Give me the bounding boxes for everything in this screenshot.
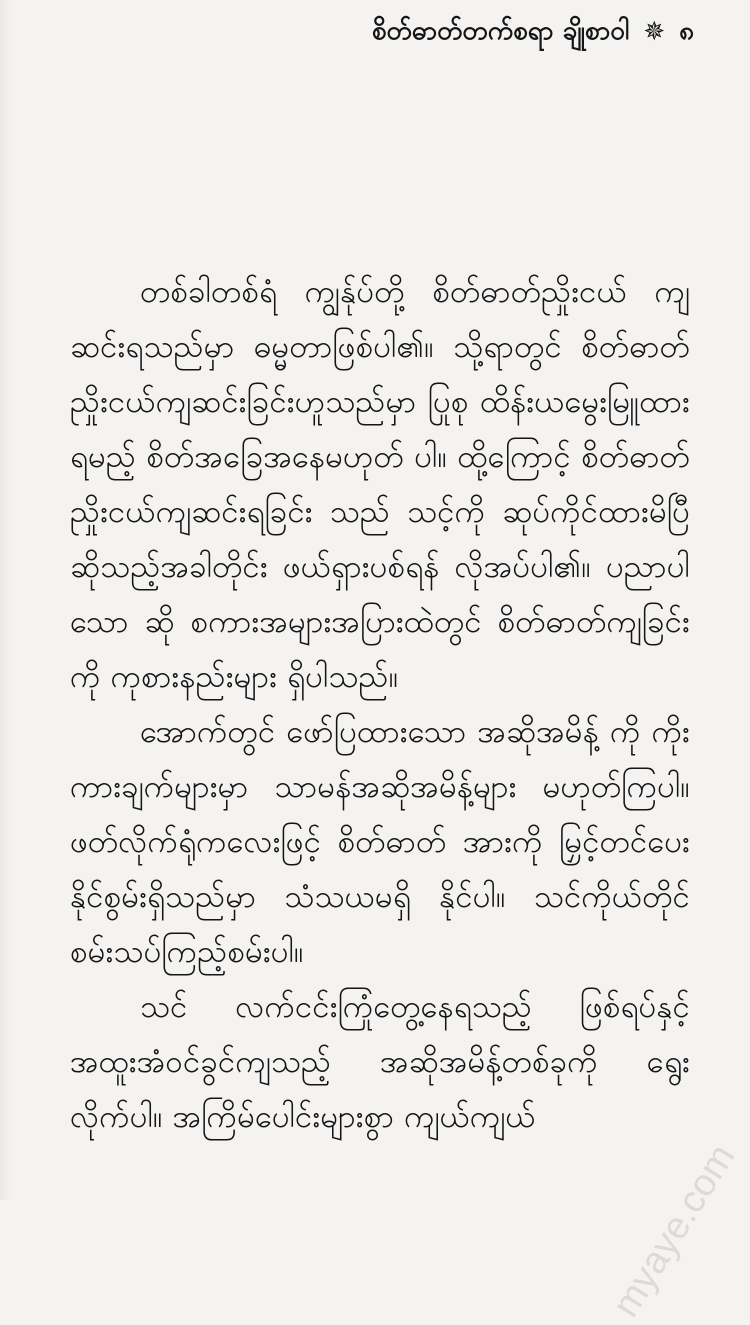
site-watermark: myaye.com [604,1137,744,1325]
paragraph-3: သင် လက်ငင်းကြုံတွေ့နေရသည့် ဖြစ်ရပ်နှင့် အထူးအံဝင်ခွင်ကျသည့် အဆိုအမိန့်တစ်ခုကို ရွေး လိုက်ပါ။ အကြိမ်ပေါင်းများစွာ ကျယ်ကျယ် [70,989,690,1135]
page-number: ၈ [679,15,694,46]
page-gutter-shadow [0,0,14,1200]
running-title: စိတ်ဓာတ်တက်စရာ ချိုစာဝါ [371,15,630,46]
body-text [70,265,690,1145]
paragraph-2: အောက်တွင် ဖော်ပြထားသော အဆိုအမိန့် ကို ကိုးကားချက်များမှာ သာမန်အဆိုအမိန့်များ မဟုတ်ကြပါ။ ဖတ်လိုက်ရုံကလေးဖြင့် စိတ်ဓာတ် အားကို မြှင့်တင်ပေးနိုင်စွမ်းရှိသည်မှာ သံသယမရှိ နိုင်ပါ။ သင်ကိုယ်တိုင် စမ်းသပ်ကြည့်စမ်းပါ။ [70,714,690,970]
running-header [372,12,694,52]
paragraph-1: တစ်ခါတစ်ရံ ကျွန်ုပ်တို့ စိတ်ဓာတ်ညှိုးငယ် ကျဆင်းရသည်မှာ ဓမ္မတာဖြစ်ပါ၏။ သို့ရာတွင် စိတ်ဓာတ်ညှိုးငယ်ကျဆင်းခြင်းဟူသည်မှာ ပြုစု ထိန်းယမွေးမြူထားရမည့် စိတ်အခြေအနေမဟုတ် ပါ။ ထို့ကြောင့် စိတ်ဓာတ်ညှိုးငယ်ကျဆင်းရခြင်း သည် သင့်ကို ဆုပ်ကိုင်ထားမိပြီဆိုသည့်အခါတိုင်း ဖယ်ရှားပစ်ရန် လိုအပ်ပါ၏။ ပညာပါသော ဆို စကားအများအပြားထဲတွင် စိတ်ဓာတ်ကျခြင်းကို ကုစားနည်းများ ရှိပါသည်။ [70,274,690,695]
star-ornament-icon: ✵ [643,17,666,47]
